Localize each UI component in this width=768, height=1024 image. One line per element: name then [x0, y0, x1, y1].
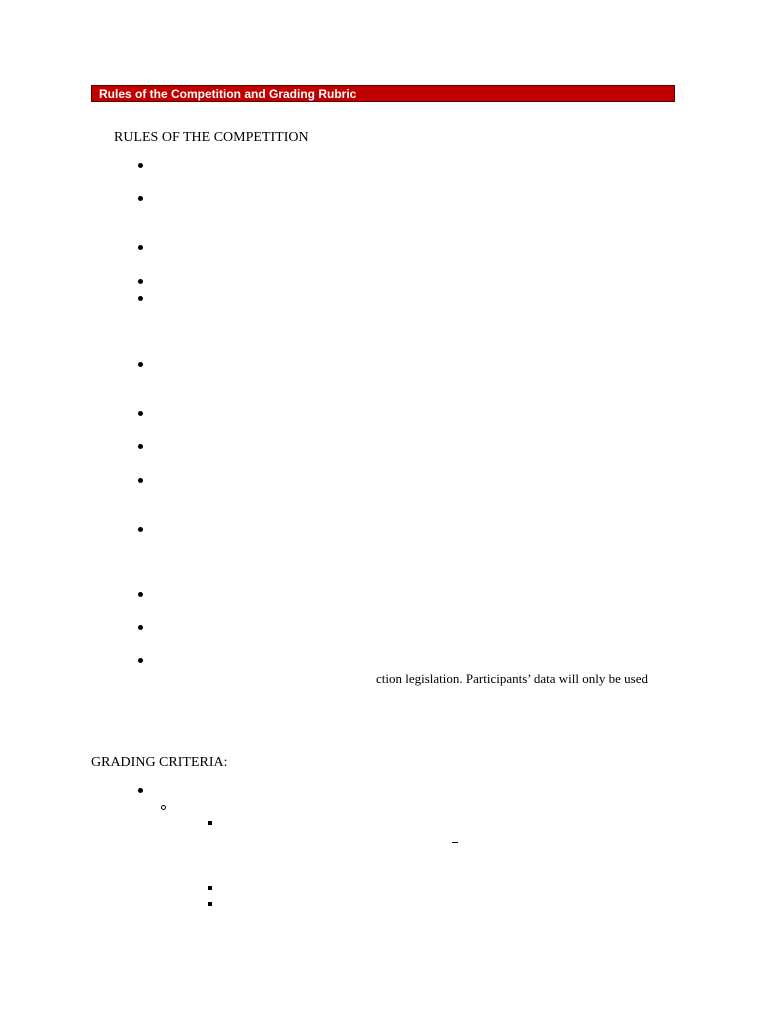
rules-bullet: [138, 478, 143, 483]
section-header-title: Rules of the Competition and Grading Rubric: [99, 87, 357, 101]
rules-bullet: [138, 279, 143, 284]
rules-heading: RULES OF THE COMPETITION: [114, 130, 309, 145]
rules-bullet: [138, 411, 143, 416]
grading-sub-bullet: [161, 805, 166, 810]
rules-bullet: [138, 625, 143, 630]
rules-bullet: [138, 296, 143, 301]
grading-bullet: [138, 788, 143, 793]
rules-text-fragment: ction legislation. Participants’ data will only be used: [376, 671, 648, 686]
section-header-bar: [91, 85, 675, 102]
rules-bullet: [138, 658, 143, 663]
rules-bullet: [138, 362, 143, 367]
rules-bullet: [138, 592, 143, 597]
rules-bullet: [138, 245, 143, 250]
text-dash-fragment: [452, 842, 458, 843]
rules-bullet: [138, 163, 143, 168]
grading-heading: GRADING CRITERIA:: [91, 755, 228, 770]
rules-bullet: [138, 196, 143, 201]
grading-sub-sub-bullet: [208, 902, 212, 906]
rules-bullet: [138, 444, 143, 449]
rules-bullet: [138, 527, 143, 532]
grading-sub-sub-bullet: [208, 821, 212, 825]
grading-sub-sub-bullet: [208, 886, 212, 890]
